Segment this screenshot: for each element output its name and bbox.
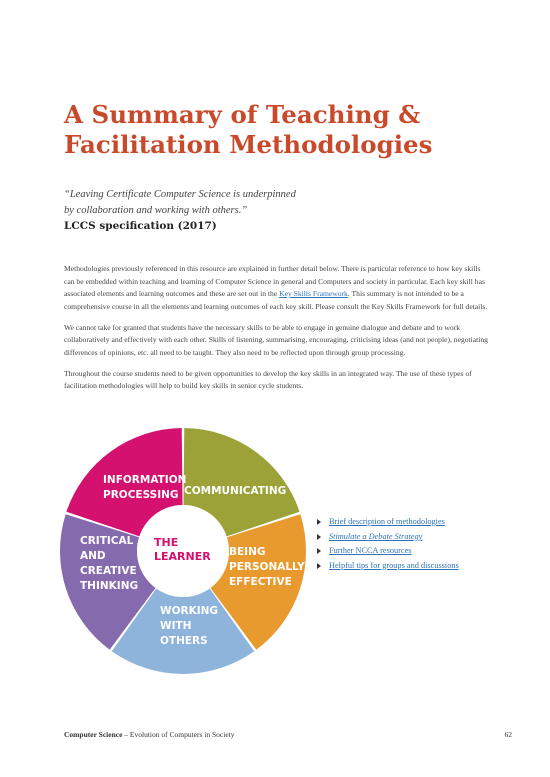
arrow-right-icon <box>317 534 321 540</box>
label-processing: PROCESSING <box>103 489 179 501</box>
label-critical: CRITICAL <box>80 535 134 547</box>
page-title <box>64 100 484 160</box>
center-label-the: THE <box>154 536 179 549</box>
link-stimulate-debate[interactable] <box>317 530 459 545</box>
quote <box>64 187 484 219</box>
label-with: WITH <box>160 620 192 632</box>
arrow-right-icon <box>317 519 321 525</box>
label-being: BEING <box>229 546 266 558</box>
footer <box>64 730 234 739</box>
link-label: Stimulate a Debate Strategy <box>329 531 423 541</box>
label-thinking: THINKING <box>80 580 139 592</box>
footer-department: Computer Science <box>64 730 123 739</box>
label-working: WORKING <box>160 605 219 617</box>
page-number: 62 <box>504 730 512 739</box>
key-skills-framework-link[interactable]: Key Skills Framework <box>279 289 348 298</box>
quote-source: LCCS specification (2017) <box>64 220 217 232</box>
quote-line-2: by collaboration and working with others.” <box>64 205 248 216</box>
label-effective: EFFECTIVE <box>229 576 292 588</box>
link-label: Brief description of methodologies <box>329 517 445 526</box>
paragraph-3: Throughout the course students need to be given opportunities to develop the key skills in an integrated way. The use of these types of facilitation methodologies will help to build key skills in senior cycle students. <box>64 368 472 390</box>
paragraph-1 <box>64 263 492 313</box>
link-label: Helpful tips for groups and discussions <box>329 560 459 570</box>
arrow-right-icon <box>317 563 321 569</box>
label-information: INFORMATION <box>103 474 187 486</box>
quote-line-1: “Leaving Certificate Computer Science is underpinned <box>64 189 296 200</box>
label-and: AND <box>80 550 106 562</box>
link-brief-description[interactable] <box>317 515 459 530</box>
center-label-learner: LEARNER <box>154 550 211 563</box>
paragraph-1-text-a: Methodologies previously referenced in this resource are explained in further detail below. There is particular reference to how key skills can be embedded within teaching and learning of Computer Science in general and Computers and society in particular. Each key skill has associated elements and learning outcomes and these are set out in the <box>64 264 485 298</box>
body-text <box>64 263 492 401</box>
label-others: OTHERS <box>160 635 208 647</box>
paragraph-1-text-b: . This summary is not intended to be a comprehensive course in all the elements and learning outcomes of each key skill. Please consult the Key Skills Framework for full details. <box>64 289 488 311</box>
label-personally: PERSONALLY <box>229 561 305 573</box>
title-line-2: Facilitation Methodologies <box>64 130 433 159</box>
arrow-right-icon <box>317 548 321 554</box>
link-ncca-resources[interactable] <box>317 544 459 559</box>
label-creative: CREATIVE <box>80 565 137 577</box>
paragraph-2: We cannot take for granted that students have the necessary skills to be able to engage in genuine dialogue and debate and to work collaboratively and effectively with each other. Skills of listening, summarising, encouraging, criticising ideas (and not people), negotiating differences of opinions, etc. all need to be taught. They also need to be reflected upon through group processing. <box>64 322 488 357</box>
link-label: Further NCCA resources <box>329 546 412 556</box>
label-communicating: COMMUNICATING <box>184 485 287 497</box>
methodology-links <box>317 515 459 573</box>
footer-title: – Evolution of Computers in Society <box>122 730 235 739</box>
title-line-1: A Summary of Teaching & <box>64 100 421 129</box>
link-helpful-tips[interactable] <box>317 559 459 574</box>
key-skills-wheel <box>58 426 308 676</box>
